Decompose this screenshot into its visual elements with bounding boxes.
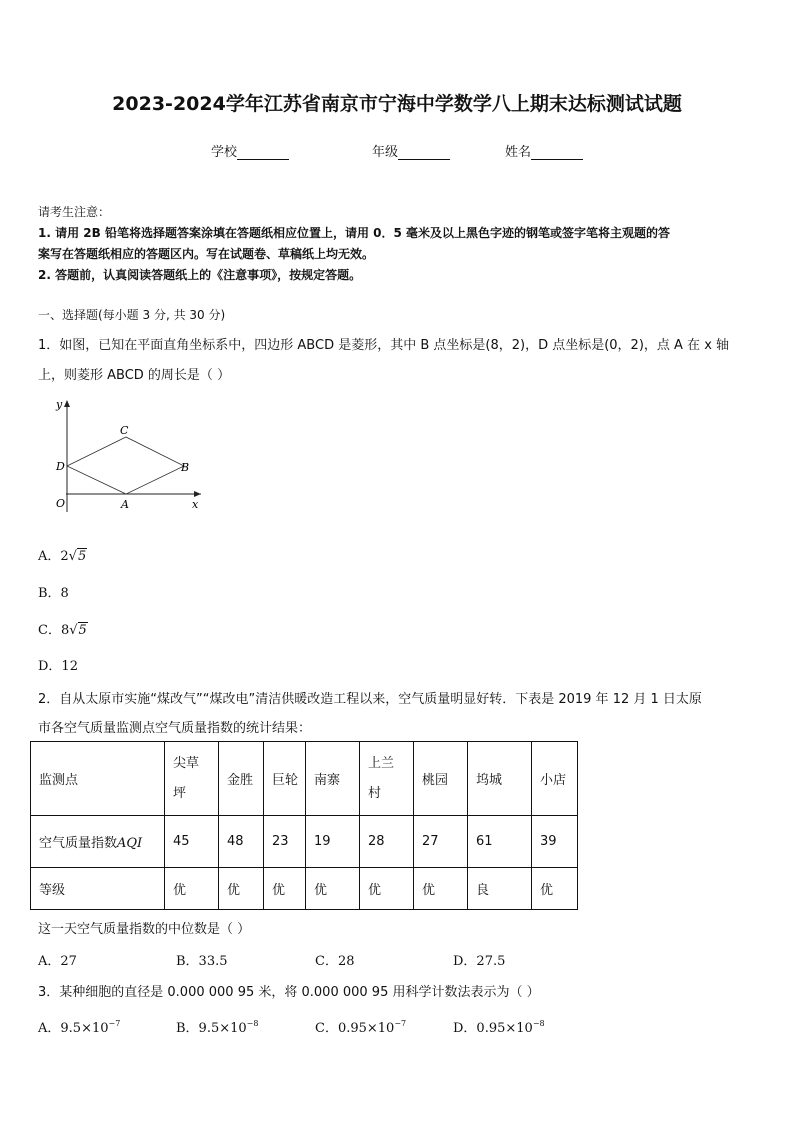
- q1-option-a-text: A．2: [38, 549, 69, 564]
- q1-line-1: 1．如图，已知在平面直角坐标系中，四边形 ABCD 是菱形，其中 B 点坐标是(8，2)，D 点坐标是(0，2)，点 A 在 x 轴: [38, 338, 730, 353]
- q2-option-d[interactable]: D．27.5: [453, 954, 506, 969]
- label-b: B: [181, 461, 190, 474]
- rhombus: [67, 437, 184, 494]
- station-cell: 小店: [532, 742, 578, 816]
- label-y: y: [56, 398, 63, 411]
- table-row: [31, 816, 578, 868]
- q3-option-a[interactable]: [38, 1017, 120, 1036]
- station-cell: 金胜: [219, 742, 264, 816]
- section-heading: 一、选择题(每小题 3 分, 共 30 分): [38, 308, 226, 322]
- grade-blank: [398, 145, 450, 160]
- notice-heading: 请考生注意：: [38, 205, 111, 219]
- table-row: [31, 868, 578, 910]
- q1-option-d[interactable]: D．12: [38, 659, 78, 674]
- school-label: 学校: [211, 145, 238, 160]
- q3-option-c[interactable]: [315, 1017, 406, 1036]
- grade-value: 优: [219, 868, 264, 910]
- aqi-value: 45: [165, 816, 219, 868]
- q2-option-c[interactable]: C．28: [315, 954, 355, 969]
- rhombus-figure: [36, 394, 216, 519]
- page-title: 2023-2024学年江苏省南京市宁海中学数学八上期末达标测试试题: [112, 93, 682, 115]
- aqi-label: 空气质量指数AQI: [31, 816, 165, 868]
- aqi-value: 39: [532, 816, 578, 868]
- q3-option-d-exponent: −8: [532, 1019, 545, 1028]
- q1-option-c-radicand: 5: [78, 623, 87, 638]
- aqi-value: 48: [219, 816, 264, 868]
- q3-option-b-text: B．9.5×10: [176, 1021, 247, 1036]
- q3-option-d-text: D．0.95×10: [453, 1021, 533, 1036]
- name-label: 姓名: [505, 145, 532, 160]
- grade-row-label: 等级: [31, 868, 165, 910]
- station-cell: 南寨: [306, 742, 360, 816]
- name-field[interactable]: [505, 141, 583, 160]
- q3-option-d[interactable]: [453, 1017, 545, 1036]
- label-x: x: [192, 498, 199, 511]
- grade-value: 优: [360, 868, 414, 910]
- table-row: [31, 742, 578, 816]
- q3-option-c-exponent: −7: [394, 1019, 407, 1028]
- grade-field[interactable]: [372, 141, 450, 160]
- label-o: O: [56, 497, 66, 510]
- grade-value: 优: [264, 868, 306, 910]
- station-cell: 巨轮: [264, 742, 306, 816]
- aqi-value: 27: [414, 816, 468, 868]
- q1-option-a[interactable]: [38, 545, 87, 564]
- q2-question: 这一天空气质量指数的中位数是（ ）: [38, 922, 251, 937]
- school-field[interactable]: [211, 141, 289, 160]
- aqi-table: [30, 741, 578, 910]
- q3-line: 3．某种细胞的直径是 0.000 000 95 米，将 0.000 000 95 用科学计数法表示为（ ）: [38, 985, 540, 1000]
- label-c: C: [120, 424, 129, 437]
- grade-value: 优: [165, 868, 219, 910]
- q3-option-b[interactable]: [176, 1017, 258, 1036]
- q2-option-a[interactable]: A．27: [38, 954, 77, 969]
- notice-line-1a: 1. 请用 2B 铅笔将选择题答案涂填在答题纸相应位置上，请用 0．5 毫米及以上黑色字迹的钢笔或签字笔将主观题的答: [38, 226, 670, 240]
- q2-line-2: 市各空气质量监测点空气质量指数的统计结果：: [38, 721, 312, 736]
- aqi-value: 61: [468, 816, 532, 868]
- q3-option-a-text: A．9.5×10: [38, 1021, 109, 1036]
- station-cell: 桃园: [414, 742, 468, 816]
- q1-option-c[interactable]: [38, 619, 88, 638]
- q3-option-b-exponent: −8: [246, 1019, 259, 1028]
- notice-line-2: 2. 答题前，认真阅读答题纸上的《注意事项》，按规定答题。: [38, 268, 362, 282]
- q3-option-a-exponent: −7: [108, 1019, 121, 1028]
- aqi-value: 28: [360, 816, 414, 868]
- grade-value: 优: [532, 868, 578, 910]
- grade-value: 良: [468, 868, 532, 910]
- aqi-value: 23: [264, 816, 306, 868]
- station-cell: 上兰村: [360, 742, 414, 816]
- station-cell: 坞城: [468, 742, 532, 816]
- y-axis-arrow: [64, 400, 70, 407]
- label-a: A: [121, 498, 129, 511]
- notice-line-1b: 案写在答题纸相应的答题区内。写在试题卷、草稿纸上均无效。: [38, 247, 375, 261]
- q1-option-c-text: C．8: [38, 623, 70, 638]
- name-blank: [531, 145, 583, 160]
- grade-label: 年级: [372, 145, 399, 160]
- q2-option-b[interactable]: B．33.5: [176, 954, 228, 969]
- x-axis-arrow: [194, 491, 201, 497]
- sqrt-icon: √: [68, 549, 77, 564]
- grade-value: 优: [414, 868, 468, 910]
- sqrt-icon: √: [69, 623, 78, 638]
- q3-option-c-text: C．0.95×10: [315, 1021, 395, 1036]
- header-label: 监测点: [31, 742, 165, 816]
- q1-option-a-radicand: 5: [77, 549, 87, 564]
- q2-line-1: 2．自从太原市实施“煤改气”“煤改电”清洁供暖改造工程以来，空气质量明显好转．下表是 2019 年 12 月 1 日太原: [38, 692, 702, 707]
- grade-value: 优: [306, 868, 360, 910]
- aqi-value: 19: [306, 816, 360, 868]
- label-d: D: [56, 460, 65, 473]
- q1-line-2: 上，则菱形 ABCD 的周长是（ ）: [38, 368, 231, 383]
- station-cell: 尖草坪: [165, 742, 219, 816]
- school-blank: [237, 145, 289, 160]
- q1-option-b[interactable]: B．8: [38, 586, 69, 601]
